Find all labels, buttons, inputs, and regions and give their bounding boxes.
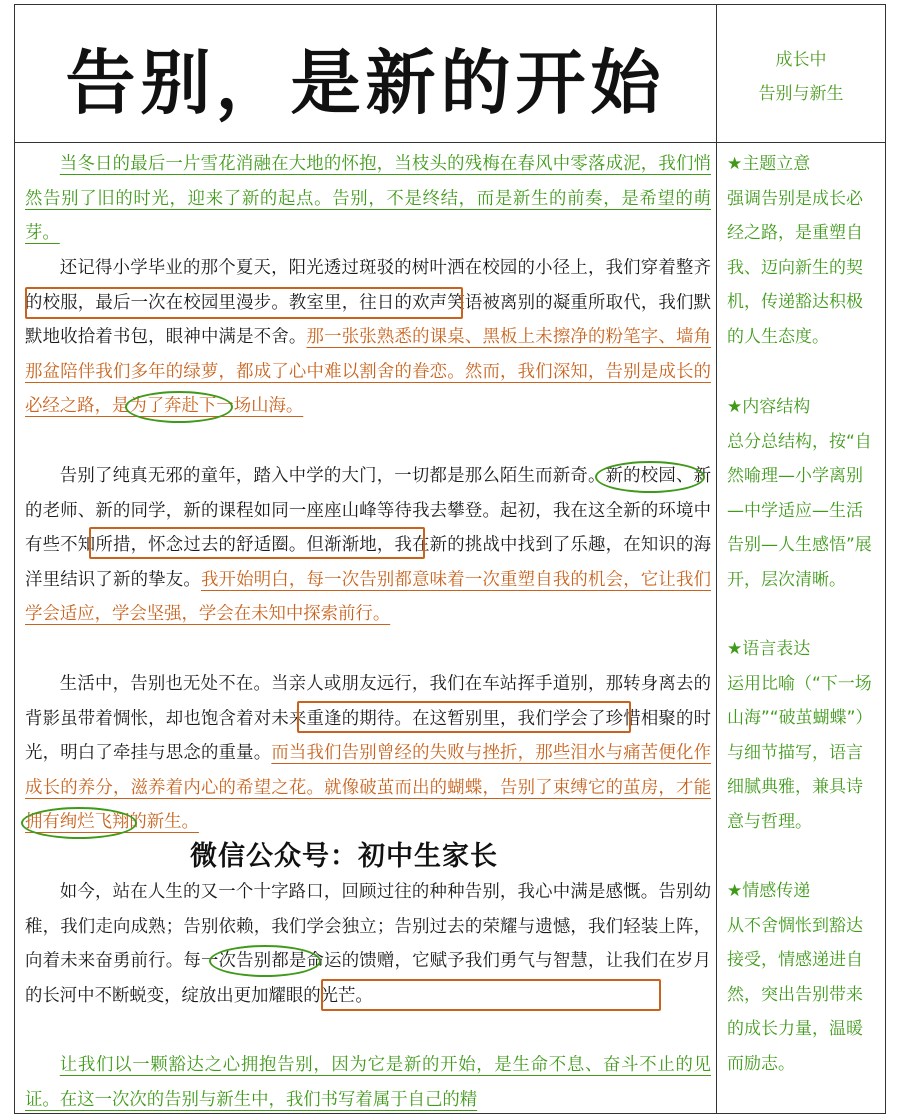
commentary-theme-text: 强调告别是成长必经之路，是重塑自我、迈向新生的契机，传递豁达积极的人生态度。 (727, 188, 863, 347)
annotation-box-buzhisuocuo (89, 527, 425, 559)
paragraph-6-text: 让我们以一颗豁达之心拥抱告别，因为它是新的开始，是生命不息、奋斗不止的见证。在这一次次的告别与新生中，我们书写着属于自己的精 (25, 1055, 711, 1110)
commentary-emotion-heading: ★情感传递 (727, 881, 811, 901)
wechat-watermark: 微信公众号：初中生家长 (190, 841, 498, 872)
essay-title: 告别，是新的开始 (65, 42, 666, 124)
essay-body (15, 143, 717, 1113)
theme-tag-line2: 告别与新生 (758, 84, 844, 104)
annotation-box-tuibian (321, 979, 661, 1011)
annotation-oval-moshengxinqi (595, 461, 705, 493)
commentary-language (727, 632, 877, 840)
paragraph-4-highlight: 而当我们告别曾经的失败与挫折，那些泪水与痛苦便化作成长的养分，滋养着内心的希望之花。就像破茧而出的蝴蝶，告别了束缚它的茧房，才能拥有绚烂飞翔的新生。 (25, 743, 711, 833)
paragraph-5-text: 如今，站在人生的又一个十字路口，回顾过往的种种告别，我心中满是感慨。告别幼稚，我们走向成熟；告别依赖，我们学会独立；告别过去的荣耀与遗憾，我们轻装上阵，向着未来奋勇前行。每一次告别都是命运的馈赠，它赋予我们勇气与智慧，让我们在岁月的长河中不断蜕变，绽放出更加耀眼的光芒。 (25, 882, 711, 1006)
essay-sheet (14, 4, 886, 1114)
paragraph-2-text: 还记得小学毕业的那个夏天，阳光透过斑驳的树叶洒在校园的小径上，我们穿着整齐的校服，最后一次在校园里漫步。教室里，往日的欢声笑语被离别的凝重所取代，我们默默地收拾着书包，眼神中满是不舍。 (25, 258, 711, 348)
paragraph-2-highlight: 那一张张熟悉的课桌、黑板上未擦净的粉笔字、墙角那盆陪伴我们多年的绿萝，都成了心中难以割舍的眷恋。然而，我们深知，告别是成长的必经之路，是为了奔赴下一场山海。 (25, 327, 711, 417)
annotation-oval-nanyigeshe (125, 391, 233, 423)
paragraph-3-highlight: 我开始明白，每一次告别都意味着一次重塑自我的机会，它让我们学会适应，学会坚强，学会在未知中探索前行。 (25, 569, 711, 625)
commentary-emotion (727, 874, 877, 1082)
title-cell (15, 5, 717, 143)
paragraph-4-text: 生活中，告别也无处不在。当亲人或朋友远行，我们在车站挥手道别，那转身离去的背影虽带着惆怅，却也饱含着对未来重逢的期待。在这暂别里，我们学会了珍惜相聚的时光，明白了牵挂与思念的重量。 (25, 674, 711, 764)
paragraph-3-text: 告别了纯真无邪的童年，踏入中学的大门，一切都是那么陌生而新奇。新的校园、新的老师、新的同学，新的课程如同一座座山峰等待我去攀登。起初，我在这全新的环境中有些不知所措，怀念过去的舒适圈。但渐渐地，我在新的挑战中找到了乐趣，在知识的海洋里结识了新的挚友。 (25, 466, 711, 590)
commentary-language-text: 运用比喻（“下一场山海”“破茧蝴蝶”）与细节描写，语言细腻典雅，兼具诗意与哲理。 (727, 673, 873, 832)
annotation-box-uniform (25, 287, 463, 319)
commentary-theme-heading: ★主题立意 (727, 154, 811, 174)
theme-tag-cell (717, 5, 885, 143)
paragraph-1 (25, 147, 711, 251)
commentary-theme (727, 147, 877, 355)
commentary-structure (727, 390, 877, 598)
commentary-structure-text: 总分总结构，按“自然喻理—小学离别—中学适应—生活告别—人生感悟”展开，层次清晰。 (727, 431, 872, 590)
paragraph-2 (25, 251, 711, 424)
commentary-structure-heading: ★内容结构 (727, 397, 811, 417)
paragraph-1-text: 当冬日的最后一片雪花消融在大地的怀抱，当枝头的残梅在春风中零落成泥，我们悄然告别了旧的时光，迎来了新的起点。告别，不是终结，而是新生的前奏，是希望的萌芽。 (25, 154, 711, 244)
annotation-oval-qingzhuangshangzhen (209, 945, 321, 977)
paragraph-6 (25, 1048, 711, 1117)
theme-tag-line1: 成长中 (775, 50, 827, 70)
commentary-sidebar (717, 143, 885, 1113)
annotation-box-qidai (297, 701, 631, 733)
commentary-emotion-text: 从不舍惆怅到豁达接受，情感递进自然，突出告别带来的成长力量，温暖而励志。 (727, 915, 863, 1074)
commentary-language-heading: ★语言表达 (727, 639, 811, 659)
annotation-oval-xiwangzhihua (21, 807, 137, 839)
